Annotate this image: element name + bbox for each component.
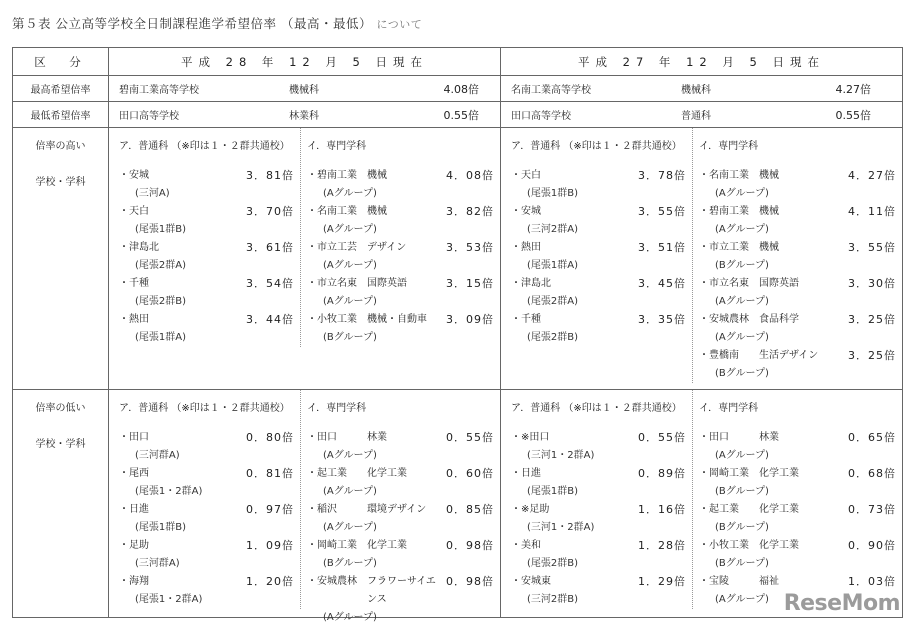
group-label: (Aグループ) xyxy=(323,260,377,271)
section-heading: ア．普通科 （※印は１・２群共通校） xyxy=(119,141,290,152)
dept: 普通科 xyxy=(681,111,711,122)
rate: 4．11倍 xyxy=(848,205,896,218)
title-suffix: について xyxy=(376,18,423,31)
block-label: 学校・学科 xyxy=(35,177,86,188)
dept: 林業科 xyxy=(289,111,319,122)
school-name: ・市立工芸 xyxy=(307,242,357,253)
list-item xyxy=(511,203,692,239)
group-label: (Bグループ) xyxy=(715,486,769,497)
school-name: ・天白 xyxy=(511,170,541,181)
school-name: ・田口 xyxy=(307,432,337,443)
group-label: (Aグループ) xyxy=(715,224,769,235)
department: 生活デザイン xyxy=(759,350,819,361)
school-name: ・碧南工業 xyxy=(699,206,749,217)
year-split xyxy=(109,128,500,347)
rate: 3．55倍 xyxy=(638,205,686,218)
group-label: (三河2群B) xyxy=(527,594,579,605)
section-heading: イ．専門学科 xyxy=(307,141,367,152)
rate: 3．35倍 xyxy=(638,313,686,326)
school-name: ・市立名東 xyxy=(699,278,749,289)
list-item xyxy=(699,167,902,203)
list-item xyxy=(699,311,902,347)
year-cell-y2016 xyxy=(109,128,501,390)
general-column xyxy=(501,128,693,383)
rate: 3．25倍 xyxy=(848,313,896,326)
school-name: ・※足助 xyxy=(511,504,550,515)
list-item xyxy=(511,573,692,609)
rate: 0.55倍 xyxy=(443,108,479,122)
rate: 0．68倍 xyxy=(848,467,896,480)
group-label: (Aグループ) xyxy=(715,332,769,343)
group-label: (三河2群A) xyxy=(527,224,579,235)
list-item xyxy=(307,311,500,347)
special-column xyxy=(301,390,500,623)
school-name: ・名南工業 xyxy=(307,206,357,217)
list-item xyxy=(699,203,902,239)
school-name: ・小牧工業 xyxy=(307,314,357,325)
list-item xyxy=(307,203,500,239)
list-item xyxy=(307,429,500,465)
school-name: ・足助 xyxy=(119,540,149,551)
rate: 0．55倍 xyxy=(446,431,494,444)
department: 国際英語 xyxy=(367,278,407,289)
block-label-cell xyxy=(13,128,109,390)
list-item xyxy=(307,501,500,537)
list-item xyxy=(119,501,300,537)
page-title xyxy=(12,14,422,32)
list-item xyxy=(699,501,902,537)
list-item xyxy=(511,537,692,573)
rate: 3．82倍 xyxy=(446,205,494,218)
group-label: (Aグループ) xyxy=(323,486,377,497)
school-name: ・千種 xyxy=(119,278,149,289)
school-name: ・美和 xyxy=(511,540,541,551)
rate: 0.55倍 xyxy=(835,108,871,122)
department: 機械 xyxy=(759,206,779,217)
rate: 0．90倍 xyxy=(848,539,896,552)
department: 林業 xyxy=(367,432,387,443)
school: 田口高等学校 xyxy=(511,111,571,122)
block-label: 倍率の低い xyxy=(35,403,86,414)
school-name: ・宝陵 xyxy=(699,576,729,587)
department: 機械 xyxy=(367,206,387,217)
school-name: ・尾西 xyxy=(119,468,149,479)
department: 国際英語 xyxy=(759,278,799,289)
group-label: (尾張2群B) xyxy=(527,558,579,569)
group-label: (Aグループ) xyxy=(715,188,769,199)
school-name: ・日進 xyxy=(119,504,149,515)
list-item xyxy=(511,501,692,537)
group-label: (尾張1群B) xyxy=(135,224,187,235)
group-label: (尾張2群A) xyxy=(135,260,187,271)
group-label: (三河1・2群A) xyxy=(527,522,595,533)
rate-table xyxy=(12,47,903,623)
group-label: (尾張1群B) xyxy=(135,522,187,533)
list-item xyxy=(307,239,500,275)
department: 化学工業 xyxy=(759,540,799,551)
list-item xyxy=(307,537,500,573)
rate: 0．97倍 xyxy=(246,503,294,516)
rate: 0．55倍 xyxy=(638,431,686,444)
list-item xyxy=(119,239,300,275)
group-label: (Bグループ) xyxy=(715,260,769,271)
rate: 0．89倍 xyxy=(638,467,686,480)
school-name: ・豊橋南 xyxy=(699,350,739,361)
rate: 0．98倍 xyxy=(446,575,494,588)
school: 碧南工業高等学校 xyxy=(119,85,199,96)
school-name: ・熱田 xyxy=(119,314,149,325)
group-label: (尾張2群B) xyxy=(527,332,579,343)
general-column xyxy=(501,390,693,609)
year-cell-y2015 xyxy=(501,128,903,390)
header-row xyxy=(13,48,903,76)
list-item xyxy=(511,311,692,347)
list-item xyxy=(511,167,692,203)
list-item xyxy=(511,429,692,465)
school-name: ・千種 xyxy=(511,314,541,325)
group-label: (Aグループ) xyxy=(715,450,769,461)
rate: 4．08倍 xyxy=(446,169,494,182)
school-name: ・安城農林 xyxy=(699,314,749,325)
department: フラワーサイエンス xyxy=(367,576,436,605)
group-label: (Bグループ) xyxy=(715,522,769,533)
rate: 3．81倍 xyxy=(246,169,294,182)
school-name: ・小牧工業 xyxy=(699,540,749,551)
group-label: (Aグループ) xyxy=(323,450,377,461)
group-label: (Bグループ) xyxy=(323,332,377,343)
group-label: (Aグループ) xyxy=(323,612,377,623)
special-column xyxy=(693,390,902,609)
year-split xyxy=(501,128,902,383)
rate: 3．78倍 xyxy=(638,169,686,182)
rate: 4.08倍 xyxy=(443,82,479,96)
school-name: ・※田口 xyxy=(511,432,550,443)
school-name: ・名南工業 xyxy=(699,170,749,181)
section-heading: イ．専門学科 xyxy=(699,403,759,414)
rate: 1．20倍 xyxy=(246,575,294,588)
school-name: ・安城 xyxy=(511,206,541,217)
header-2015: 平成 27 年 12 月 5 日現在 xyxy=(501,48,903,76)
department: 福祉 xyxy=(759,576,779,587)
section-heading: ア．普通科 （※印は１・２群共通校） xyxy=(119,403,290,414)
group-label: (尾張1・2群A) xyxy=(135,486,203,497)
school-name: ・津島北 xyxy=(119,242,159,253)
department: 機械 xyxy=(759,242,779,253)
school-name: ・市立名東 xyxy=(307,278,357,289)
group-label: (尾張1群A) xyxy=(135,332,187,343)
rate: 3．45倍 xyxy=(638,277,686,290)
school-name: ・天白 xyxy=(119,206,149,217)
school-name: ・田口 xyxy=(119,432,149,443)
group-label: (Aグループ) xyxy=(323,188,377,199)
school-name: ・安城 xyxy=(119,170,149,181)
rate: 1．16倍 xyxy=(638,503,686,516)
resemom-watermark: ReseMom xyxy=(783,591,900,616)
group-label: (Aグループ) xyxy=(715,594,769,605)
list-item xyxy=(307,275,500,311)
rate: 3．70倍 xyxy=(246,205,294,218)
block-label: 倍率の高い xyxy=(35,141,86,152)
school-name: ・碧南工業 xyxy=(307,170,357,181)
group-label: (Bグループ) xyxy=(715,558,769,569)
list-item xyxy=(119,465,300,501)
title-text: 第５表 公立高等学校全日制課程進学希望倍率 （最高・最低） xyxy=(12,16,372,31)
group-label: (尾張2群A) xyxy=(527,296,579,307)
rate: 3．09倍 xyxy=(446,313,494,326)
dept: 機械科 xyxy=(681,85,711,96)
list-item xyxy=(699,429,902,465)
department: 機械・自動車 xyxy=(367,314,427,325)
department: 食品科学 xyxy=(759,314,799,325)
rate: 0．73倍 xyxy=(848,503,896,516)
rate: 3．30倍 xyxy=(848,277,896,290)
year-cell-y2015 xyxy=(501,390,903,618)
list-item xyxy=(307,573,500,623)
group-label: (Bグループ) xyxy=(323,558,377,569)
section-heading: イ．専門学科 xyxy=(307,403,367,414)
list-item xyxy=(119,167,300,203)
summary-row-min xyxy=(13,102,903,128)
list-item xyxy=(307,465,500,501)
rate: 3．55倍 xyxy=(848,241,896,254)
department: 機械 xyxy=(367,170,387,181)
school-name: ・津島北 xyxy=(511,278,551,289)
school-name: ・日進 xyxy=(511,468,541,479)
list-item xyxy=(119,311,300,347)
special-column xyxy=(301,128,500,347)
general-column xyxy=(109,128,301,347)
department: 化学工業 xyxy=(759,468,799,479)
block-label-cell xyxy=(13,390,109,618)
year-split xyxy=(501,390,902,609)
group-label: (Aグループ) xyxy=(323,224,377,235)
department: 環境デザイン xyxy=(367,504,427,515)
rate: 1．28倍 xyxy=(638,539,686,552)
rate: 1．29倍 xyxy=(638,575,686,588)
department: 化学工業 xyxy=(367,540,407,551)
summary-label: 最高希望倍率 xyxy=(13,76,109,102)
section-heading: ア．普通科 （※印は１・２群共通校） xyxy=(511,141,682,152)
school-name: ・熱田 xyxy=(511,242,541,253)
group-label: (Aグループ) xyxy=(715,296,769,307)
group-label: (Aグループ) xyxy=(323,296,377,307)
rate: 3．51倍 xyxy=(638,241,686,254)
department: 化学工業 xyxy=(367,468,407,479)
school: 名南工業高等学校 xyxy=(511,85,591,96)
rate: 1．09倍 xyxy=(246,539,294,552)
school-name: ・起工業 xyxy=(699,504,739,515)
year-split xyxy=(109,390,500,623)
group-label: (尾張1群B) xyxy=(527,188,579,199)
group-label: (三河群A) xyxy=(135,450,180,461)
school: 田口高等学校 xyxy=(119,111,179,122)
group-label: (三河A) xyxy=(135,188,170,199)
group-label: (三河1・2群A) xyxy=(527,450,595,461)
year-cell-y2016 xyxy=(109,390,501,623)
group-label: (尾張1群B) xyxy=(527,486,579,497)
rate: 0．80倍 xyxy=(246,431,294,444)
group-label: (Aグループ) xyxy=(323,522,377,533)
list-item xyxy=(511,239,692,275)
dept: 機械科 xyxy=(289,85,319,96)
group-label: (尾張1群A) xyxy=(527,260,579,271)
rate: 0．85倍 xyxy=(446,503,494,516)
list-item xyxy=(307,167,500,203)
department: デザイン xyxy=(367,242,407,253)
rate: 0．81倍 xyxy=(246,467,294,480)
low-rate-block xyxy=(13,390,903,618)
rate: 4．27倍 xyxy=(848,169,896,182)
school-name: ・田口 xyxy=(699,432,729,443)
rate: 0．98倍 xyxy=(446,539,494,552)
list-item xyxy=(511,275,692,311)
rate: 3．61倍 xyxy=(246,241,294,254)
school-name: ・安城東 xyxy=(511,576,551,587)
group-label: (尾張1・2群A) xyxy=(135,594,203,605)
school-name: ・市立工業 xyxy=(699,242,749,253)
summary-label: 最低希望倍率 xyxy=(13,102,109,128)
rate: 3．15倍 xyxy=(446,277,494,290)
header-2016: 平成 28 年 12 月 5 日現在 xyxy=(109,48,501,76)
list-item xyxy=(699,465,902,501)
list-item xyxy=(699,537,902,573)
department: 林業 xyxy=(759,432,779,443)
school-name: ・起工業 xyxy=(307,468,347,479)
list-item xyxy=(699,239,902,275)
school-name: ・岡崎工業 xyxy=(699,468,749,479)
rate: 3．25倍 xyxy=(848,349,896,362)
block-label: 学校・学科 xyxy=(35,439,86,450)
rate: 3．54倍 xyxy=(246,277,294,290)
header-category: 区 分 xyxy=(13,48,109,76)
rate: 3．53倍 xyxy=(446,241,494,254)
list-item xyxy=(699,275,902,311)
group-label: (尾張2群B) xyxy=(135,296,187,307)
special-column xyxy=(693,128,902,383)
list-item xyxy=(511,465,692,501)
list-item xyxy=(119,275,300,311)
group-label: (三河群A) xyxy=(135,558,180,569)
department: 化学工業 xyxy=(759,504,799,515)
school-name: ・稲沢 xyxy=(307,504,337,515)
department: 機械 xyxy=(759,170,779,181)
general-column xyxy=(109,390,301,609)
list-item xyxy=(119,573,300,609)
rate: 3．44倍 xyxy=(246,313,294,326)
school-name: ・岡崎工業 xyxy=(307,540,357,551)
summary-row-max xyxy=(13,76,903,102)
school-name: ・安城農林 xyxy=(307,576,357,587)
list-item xyxy=(119,537,300,573)
section-heading: ア．普通科 （※印は１・２群共通校） xyxy=(511,403,682,414)
list-item xyxy=(119,203,300,239)
rate: 1．03倍 xyxy=(848,575,896,588)
school-name: ・海翔 xyxy=(119,576,149,587)
list-item xyxy=(119,429,300,465)
high-rate-block xyxy=(13,128,903,390)
list-item xyxy=(699,347,902,383)
rate: 0．60倍 xyxy=(446,467,494,480)
rate: 4.27倍 xyxy=(835,82,871,96)
rate: 0．65倍 xyxy=(848,431,896,444)
section-heading: イ．専門学科 xyxy=(699,141,759,152)
group-label: (Bグループ) xyxy=(715,368,769,379)
